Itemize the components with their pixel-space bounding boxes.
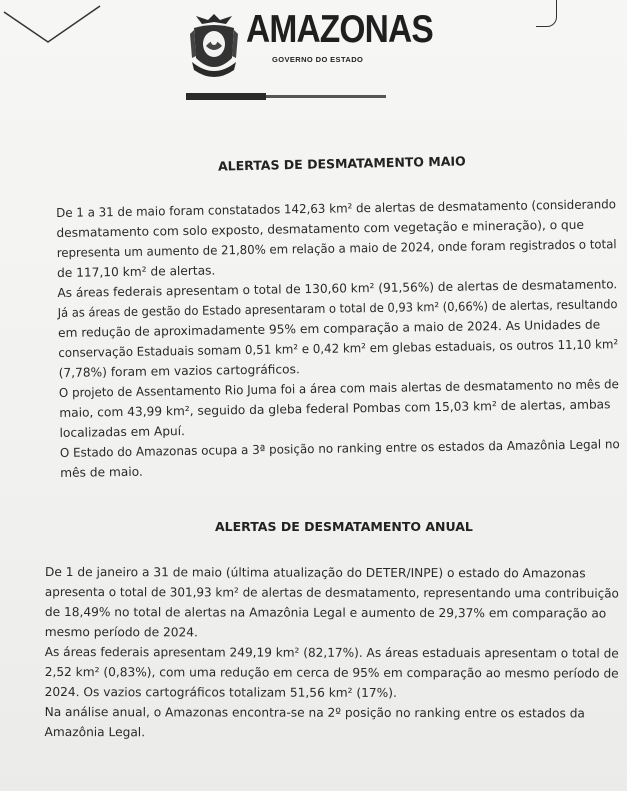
paragraph-line: (7,78%) foram em vazios cartográficos. <box>58 362 300 380</box>
paragraph-line: De 1 de janeiro a 31 de maio (última atualização do DETER/INPE) o estado do Amazonas <box>44 565 586 581</box>
paragraph-line: desmatamento com solo exposto, desmatamento com vegetação e mineração), o que <box>56 217 585 240</box>
paragraph-line: de 117,10 km² de alertas. <box>56 263 216 280</box>
paragraph-line: 2024. Os vazios cartográficos totalizam 51,56 km² (17%). <box>44 684 397 700</box>
section-title-annual: ALERTAS DE DESMATAMENTO ANUAL <box>215 519 473 534</box>
paragraph-line: O projeto de Assentamento Rio Juma foi a área com mais alertas de desmatamento no mês de <box>58 377 619 400</box>
amazonas-coat-of-arms-icon <box>186 10 242 82</box>
paragraph-line: De 1 a 31 de maio foram constatados 142,63 km² de alertas de desmatamento (considerando <box>56 197 617 220</box>
section-body-annual <box>45 562 619 744</box>
section-body-monthly <box>56 194 620 483</box>
paragraph-line: apresenta o total de 301,93 km² de alertas de desmatamento, representando uma contribuição <box>44 584 619 601</box>
paragraph-line: As áreas federais apresentam o total de 130,60 km² (91,56%) de alertas de desmatamento. <box>57 277 618 300</box>
paragraph-line: Já as áreas de gestão do Estado apresentaram o total de 0,93 km² (0,66%) de alertas, resultando <box>57 297 618 320</box>
paragraph-line: em redução de aproximadamente 95% em comparação a maio de 2024. As Unidades de <box>57 317 601 340</box>
page-fold-corner <box>0 0 110 50</box>
paragraph-line: 2,52 km² (0,83%), com uma redução em cerca de 95% em comparação ao mesmo período de <box>44 664 619 681</box>
paragraph-line: maio, com 43,99 km², seguido da gleba federal Pombas com 15,03 km² de alertas, ambas <box>59 397 611 420</box>
paragraph-line: localizadas em Apuí. <box>59 424 186 440</box>
paragraph-line: conservação Estaduais somam 0,51 km² e 0,42 km² em glebas estaduais, os outros 11,10 km² <box>58 337 619 360</box>
page-corner-mark <box>536 0 557 27</box>
paragraph-line: mesmo período de 2024. <box>44 624 198 640</box>
paragraph-line: O Estado do Amazonas ocupa a 3ª posição no ranking entre os estados da Amazônia Legal no <box>59 437 620 460</box>
paragraph-line: As áreas federais apresentam 249,19 km² (82,17%). As áreas estaduais apresentam o total de <box>44 644 619 661</box>
paragraph-line: Na análise anual, o Amazonas encontra-se na 2º posição no ranking entre os estados da <box>44 704 585 721</box>
paragraph-line: representa um aumento de 21,80% em relação a maio de 2024, onde foram registrados o total <box>56 237 617 260</box>
paragraph-line: mês de maio. <box>60 464 143 480</box>
header-divider <box>186 93 386 100</box>
paragraph-line: de 18,49% no total de alertas na Amazônia Legal e aumento de 29,37% em comparação ao <box>44 604 607 621</box>
section-title-monthly: ALERTAS DE DESMATAMENTO MAIO <box>217 153 466 174</box>
paragraph-line: Amazônia Legal. <box>44 724 146 740</box>
brand-subtitle: GOVERNO DO ESTADO <box>272 55 364 64</box>
brand-title: AMAZONAS <box>246 8 433 51</box>
